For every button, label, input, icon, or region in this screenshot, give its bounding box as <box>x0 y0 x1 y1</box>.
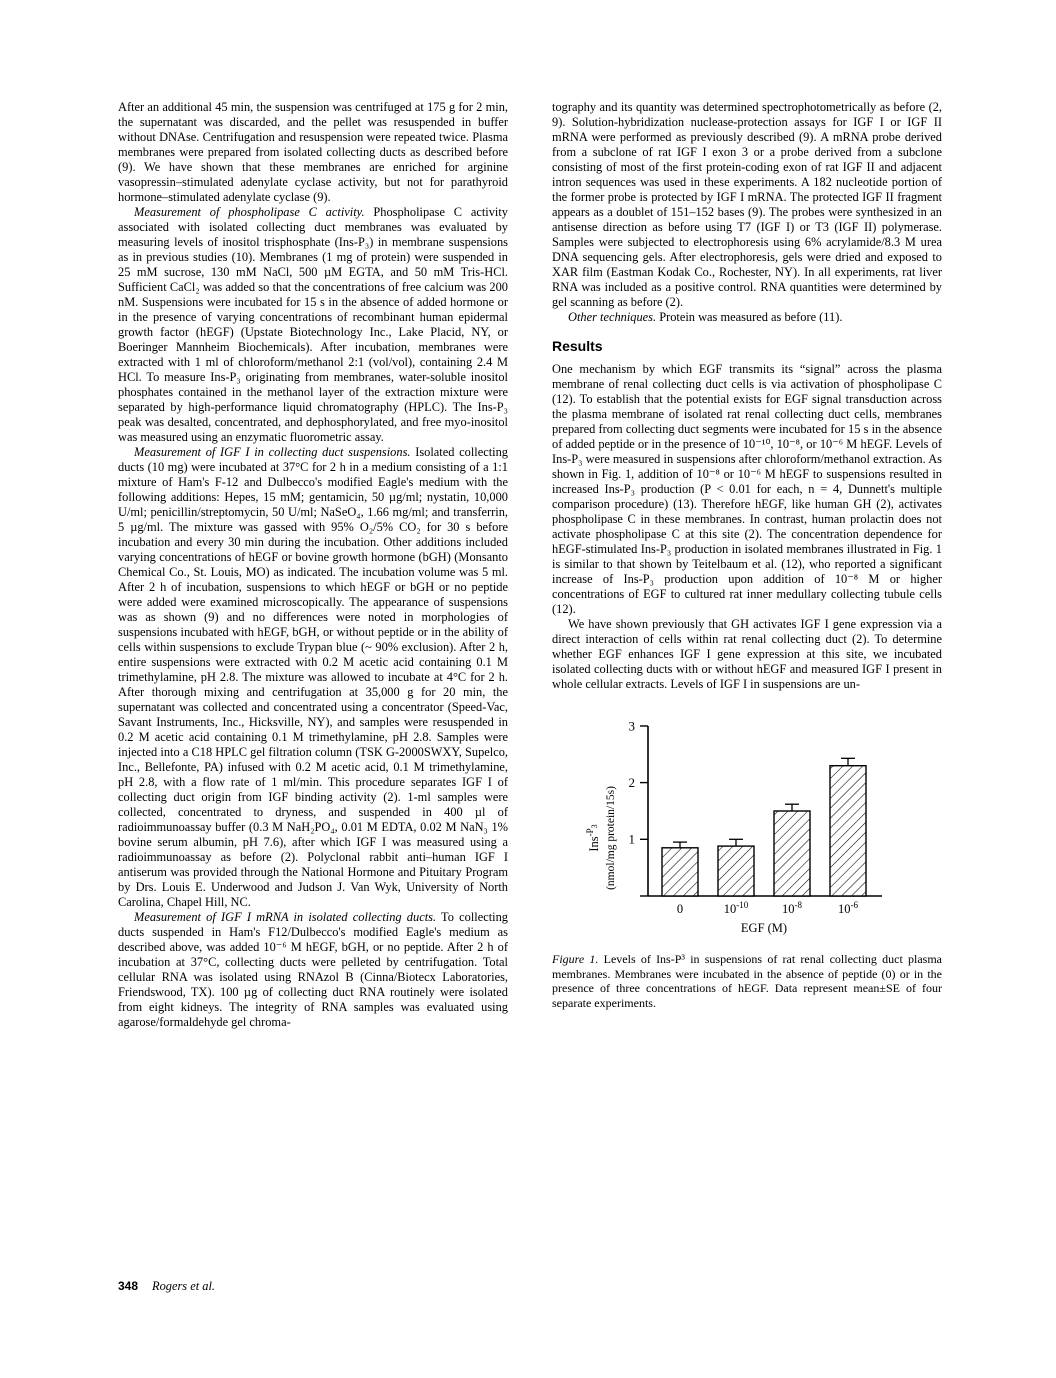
x-tick-1: $10^{-10}$ <box>723 900 749 916</box>
bar-chart-svg <box>552 710 942 942</box>
run-in-heading-phospholipase: Measurement of phospholipase C activity. <box>134 205 365 219</box>
paragraph-other-techniques <box>552 310 942 325</box>
figure-1-plot <box>552 710 942 942</box>
bar-0 <box>662 848 698 896</box>
figure-1-label: Figure 1. <box>552 952 599 966</box>
paragraph-results-1: One mechanism by which EGF transmits its “signal” across the plasma membrane of renal collecting duct cells is via activation of phospholipase C (12). To establish that the potential exists for EGF signal transduction across the plasma membrane of isolated rat renal collecting duct cells, membranes prepared from collecting duct segments were incubated for 15 s in the absence of added peptide or in the presence of 10⁻¹⁰, 10⁻⁸, or 10⁻⁶ M hEGF. Levels of Ins-P₃ were measured in suspensions after chloroform/methanol extraction. As shown in Fig. 1, addition of 10⁻⁸ or 10⁻⁶ M hEGF to suspensions resulted in increased Ins-P₃ production (P < 0.01 for each, n = 4, Dunnett's multiple comparison procedure) (13). Therefore hEGF, like human GH (2), activates phospholipase C in these membranes. In contrast, human prolactin does not activate phospholipase C at this site (2). The concentration dependence for hEGF-stimulated Ins-P₃ production in isolated membranes illustrated in Fig. 1 is similar to that shown by Teitelbaum et al. (12), who reported a significant increase of Ins-P₃ production upon addition of 10⁻⁸ M or higher concentrations of EGF to cultured rat inner medullary collecting tubule cells (12). <box>552 362 942 616</box>
paragraph-igf1-mrna <box>118 910 508 1030</box>
x-axis-label: EGF (M) <box>740 921 788 935</box>
two-column-body <box>118 100 942 1030</box>
run-in-heading-igf1-mrna: Measurement of IGF I mRNA in isolated collecting ducts. <box>134 910 437 924</box>
bar-1 <box>718 846 754 896</box>
x-tick-3: $10^{-6}$ <box>838 900 858 916</box>
paragraph-hybridization: tography and its quantity was determined spectrophotometrically as before (2, 9). Solution-hybridization nuclease-protection assays for IGF I or IGF II mRNA were performed as previously described (9). A mRNA probe derived from a subclone of rat IGF I exon 3 or a probe derived from a subclone consisting of most of the first protein-coding exon of rat IGF II and adjacent intron sequences was used in these experiments. A 182 nucleotide portion of the former probe is protected by IGF I mRNA. The protected IGF II fragment appears as a doublet of 151–152 bases (9). The probes were synthesized in an antisense direction as before using T7 (IGF I) or T3 (IGF II) polymerase. Samples were subjected to electrophoresis using 6% acrylamide/8.3 M urea DNA sequencing gels. After electrophoresis, gels were dried and exposed to XAR film (Eastman Kodak Co., Rochester, NY). In all experiments, rat liver RNA was included as a positive control. RNA quantities were determined by gel scanning as before (2). <box>552 100 942 309</box>
y-tick-2: 2 <box>628 775 635 790</box>
paragraph-results-2: We have shown previously that GH activates IGF I gene expression via a direct interaction of cells within rat renal collecting duct (2). To determine whether EGF enhances IGF I gene expression at this site, we incubated isolated collecting ducts with or without hEGF and measured IGF I present in whole cellular extracts. Levels of IGF I in suspensions are un- <box>552 617 942 691</box>
running-head: Rogers et al. <box>152 1279 216 1293</box>
paragraph-igf1-suspensions <box>118 445 508 910</box>
section-heading-results: Results <box>552 338 603 354</box>
run-in-heading-igf1-suspensions: Measurement of IGF I in collecting duct suspensions. <box>134 445 411 459</box>
paragraph-igf1-mrna-body: To collecting ducts suspended in Ham's F12/Dulbecco's modified Eagle's medium as described above, was added 10⁻⁶ M hEGF, bGH, or no peptide. After 2 h of incubation at 37°C, collecting ducts were pelleted by centrifugation. Total cellular RNA was isolated using RNAzol B (Cinna/Biotecx Laboratories, Friendswood, TX). 100 µg of collecting duct RNA routinely were isolated from eight kidneys. The integrity of RNA samples was evaluated using agarose/formaldehyde gel chroma- <box>118 910 508 1029</box>
figure-1-caption <box>552 952 942 1010</box>
page-footer <box>118 1279 215 1294</box>
run-in-heading-other-techniques: Other techniques. <box>568 310 657 324</box>
figure-1-caption-text: Levels of Ins-P³ in suspensions of rat renal collecting duct plasma membranes. Membranes were incubated in the absence of peptide (0) or in the presence of three concentrations of hEGF. Data represent mean±SE of four separate experiments. <box>552 952 942 1010</box>
x-tick-2: $10^{-8}$ <box>782 900 802 916</box>
y-tick-3: 3 <box>628 718 635 734</box>
y-tick-1: 1 <box>628 831 635 847</box>
x-tick-0: 0 <box>676 902 684 916</box>
paragraph-phospholipase <box>118 205 508 445</box>
right-column <box>552 100 942 1030</box>
left-column <box>118 100 508 1030</box>
bar-2 <box>774 811 810 896</box>
paragraph-methods-1: After an additional 45 min, the suspension was centrifuged at 175 g for 2 min, the supernatant was discarded, and the pellet was resuspended in buffer without DNAse. Centrifugation and resuspension were repeated twice. Plasma membranes were prepared from isolated collecting ducts as described before (9). We have shown that these membranes are enriched for arginine vasopressin–stimulated adenylate cyclase activity, but not for parathyroid hormone–stimulated adenylate cyclase (9). <box>118 100 508 204</box>
page-number: 348 <box>118 1279 139 1293</box>
paragraph-igf1-suspensions-body: Isolated collecting ducts (10 mg) were incubated at 37°C for 2 h in a medium consisting of a 1:1 mixture of Ham's F-12 and Dulbecco's modified Eagle's medium with the following additions: Hepes, 15 mM; gentamicin, 50 µg/ml; nystatin, 10,000 U/ml; penicillin/streptomycin, 50 U/ml; NaSeO₄, 1.66 mg/ml; and transferrin, 5 µg/ml. The mixture was gassed with 95% O₂/5% CO₂ for 30 s before incubation and every 30 min during the incubation. Other additions included varying concentrations of hEGF or bovine growth hormone (bGH) (Monsanto Chemical Co., St. Louis, MO) as indicated. The incubation volume was 5 ml. After 2 h of incubation, suspensions to which hEGF or bGH or no peptide were added were examined microscopically. The appearance of suspensions was as shown (9) and no differences were noted in morphologies of suspensions incubated with hEGF, bGH, or without peptide or in the ability of cells within suspensions to exclude Trypan blue (~ 90% exclusion). After 2 h, entire suspensions were extracted with 0.2 M acetic acid containing 0.1 M trimethylamine, pH 2.8. The mixture was allowed to incubate at 4°C for 2 h. After thorough mixing and centrifugation at 35,000 g for 20 min, the supernatant was collected and concentrated using a concentrator (Speed-Vac, Savant Instruments, Inc., Hicksville, NY), and samples were resuspended in 0.2 M acetic acid containing 0.1 M trimethylamine, pH 2.8. Samples were injected into a C18 HPLC gel filtration column (TSK G-2000SWXY, Supelco, Inc., Bellefonte, PA) infused with 0.2 M acetic acid, 0.1 M trimethylamine, pH 2.8, with a flow rate of 1 ml/min. This procedure separates IGF I of collecting duct origin from IGF binding activity (2). 1-ml samples were collected, concentrated to dryness, and suspended in 400 µl of radioimmunoassay buffer (0.3 M NaH₂PO₄, 0.01 M EDTA, 0.02 M NaN₃ 1% bovine serum albumin, pH 7.6), after which IGF I was measured using a radioimmunoassay as before (2). Polyclonal rabbit anti–human IGF I antiserum was provided through the National Hormone and Pituitary Program by Drs. Louis E. Underwood and Judson J. Van Wyk, University of North Carolina, Chapel Hill, NC. <box>118 445 508 909</box>
figure-1 <box>552 710 942 1010</box>
y-axis-label-line2: (nmol/mg protein/15s) <box>605 786 617 890</box>
paragraph-phospholipase-body: Phospholipase C activity associated with isolated collecting duct membranes was evaluated by measuring levels of inositol trisphosphate (Ins-P₃) in membrane suspensions as in previous studies (10). Membranes (1 mg of protein) were suspended in 25 mM sucrose, 130 mM NaCl, 500 µM EGTA, and 50 mM Tris-HCl. Sufficient CaCl₂ was added so that the concentrations of free calcium was 200 nM. Suspensions were incubated for 15 s in the absence of added hormone or in the presence of varying concentrations of recombinant human epidermal growth factor (hEGF) (Upstate Biotechnology Inc., Lake Placid, NY, or Boeringer Mannheim Biochemicals). After incubation, membranes were extracted with 1 ml of chloroform/methanol 2:1 (vol/vol), containing 2.4 M HCl. To measure Ins-P₃ originating from membranes, water-soluble inositol phosphates contained in the methanol layer of the extraction mixture were separated by high-performance liquid chromatography (HPLC). The Ins-P₃ peak was desalted, concentrated, and dephosphorylated, and free myo-inositol was measured using an enzymatic fluorometric assay. <box>118 205 509 444</box>
y-axis-label-line1: $Ins^-P_3$ <box>585 824 601 852</box>
paragraph-other-techniques-body: Protein was measured as before (11). <box>656 310 843 324</box>
bar-3 <box>830 766 866 896</box>
